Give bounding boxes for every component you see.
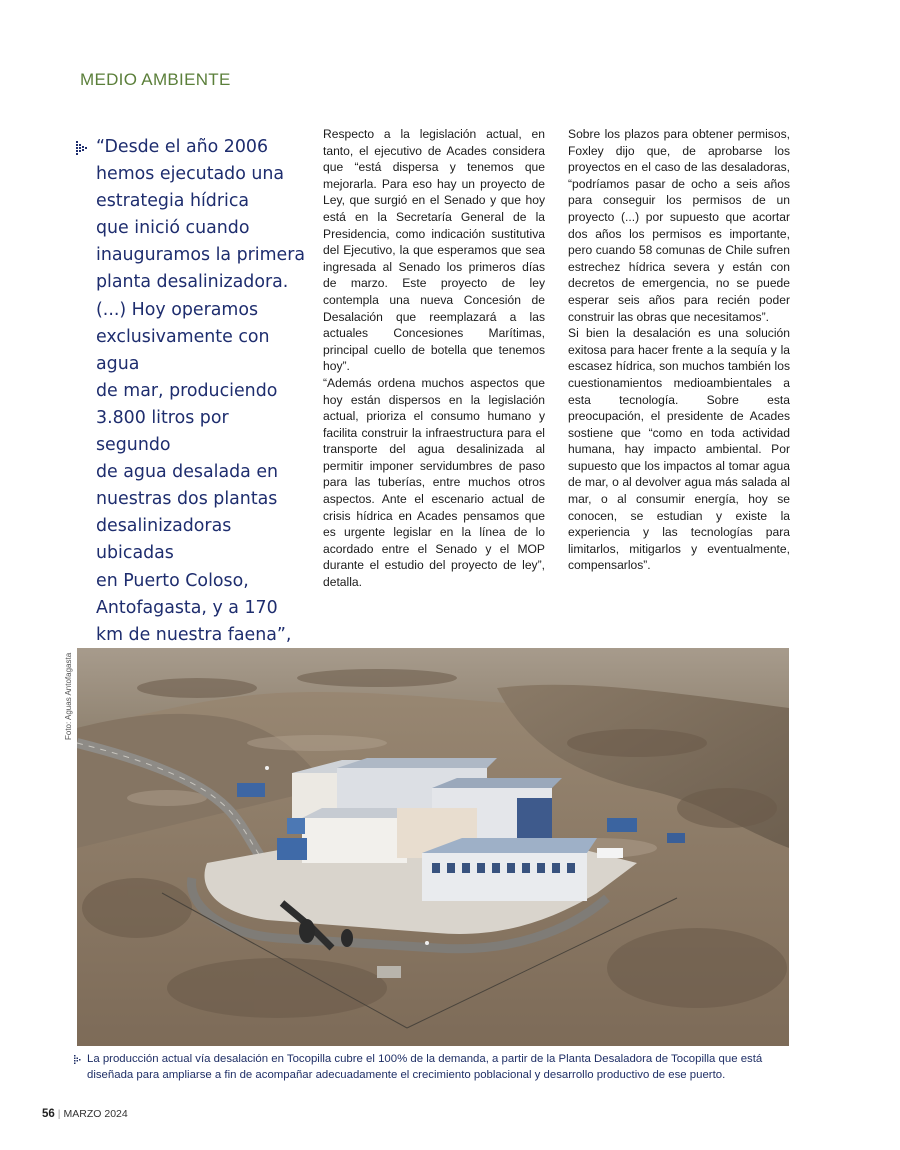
section-label: MEDIO AMBIENTE	[80, 70, 231, 89]
pull-quote-text: “Desde el año 2006 hemos ejecutado una estrategia hídrica que inició cuando inauguramos la primera planta desalinizadora. (...) Hoy operamos exclusivamente con agua de mar, produciendo 3.800 litros por segundo de agua desalada en nuestras dos plantas desalinizadoras ubicadas en Puerto Coloso, Antofagasta, y a 170 km de nuestra faena”,	[96, 137, 306, 645]
body-column-2	[323, 126, 545, 591]
paragraph: “Además ordena muchos aspectos que hoy están dispersos en la legislación actual, prioriza el consumo humano y facilita construir la infraestructura para el transporte del agua desalinizada al permitir imponer servidumbres de paso para las tuberías, entre muchos otros aspectos. Ante el escenario actual de crisis hídrica en Acades pensamos que es urgente legislar en la línea de lo acordado entre el Senado y el MOP durante el estudio del proyecto de ley”, detalla.	[323, 375, 545, 590]
dotted-arrow-icon	[74, 1055, 84, 1065]
paragraph: Sobre los plazos para obtener permisos, Foxley dijo que, de aprobarse los proyectos en el caso de las desaladoras, “podríamos pasar de ocho a seis años para conseguir los permisos de un proyecto (...) por supuesto que acortar dos años los permisos es importante, pero cuando 58 comunas de Chile sufren estrechez hídrica severa y están con decretos de emergencia, no se puede esperar seis años para recién poder construir las obras que necesitamos”.	[568, 127, 790, 324]
photo-caption-block	[74, 1052, 804, 1083]
photo-credit: Foto: Aguas Antofagasta	[64, 652, 73, 740]
page-footer	[42, 1108, 128, 1120]
body-column-3	[568, 126, 790, 574]
paragraph: Si bien la desalación es una solución exitosa para hacer frente a la sequía y la escasez hídrica, son muchos también los cuestionamientos medioambientales a esta tecnología. Sobre esta preocupación, el presidente de Acades sostiene que “como en toda actividad humana, hay impacto ambiental. Por supuesto que los impactos al tomar agua de mar, o al devolver agua más salada al mar, o al consumir energía, hoy se conocen, se estudian y existe la experiencia y las tecnologías para limitarlos, mitigarlos y eventualmente, compensarlos”.	[568, 326, 790, 573]
photo-credit-block	[64, 650, 76, 740]
paragraph: Respecto a la legislación actual, en tanto, el ejecutivo de Acades considera que “está dispersa y tenemos que mejorarla. Para eso hay un proyecto de Ley, que surgió en el Senado y que hoy está en la Secretaría General de la Presidencia, como indicación sustitutiva del Ejecutivo, la que esperamos que sea ingresada al Senado los primeros días de marzo. Este proyecto de ley contempla una nueva Concesión de Desalación que reemplazará a las actuales Concesiones Marítimas, principal cuello de botella que tenemos hoy”.	[323, 127, 545, 374]
pull-quote-block	[76, 134, 306, 703]
footer-separator: |	[57, 1108, 61, 1120]
aerial-plant-illustration	[77, 648, 789, 1046]
dotted-arrow-icon	[76, 141, 90, 155]
desalination-plant-photo	[77, 648, 789, 1046]
photo-caption: La producción actual vía desalación en Tocopilla cubre el 100% de la demanda, a partir de la Planta Desaladora de Tocopilla que está diseñada para ampliarse a fin de acompañar adecuadamente el crecimiento poblacional y desarrollo productivo de ese puerto.	[87, 1053, 763, 1081]
issue-date: MARZO 2024	[63, 1108, 128, 1120]
page-number: 56	[42, 1108, 55, 1120]
